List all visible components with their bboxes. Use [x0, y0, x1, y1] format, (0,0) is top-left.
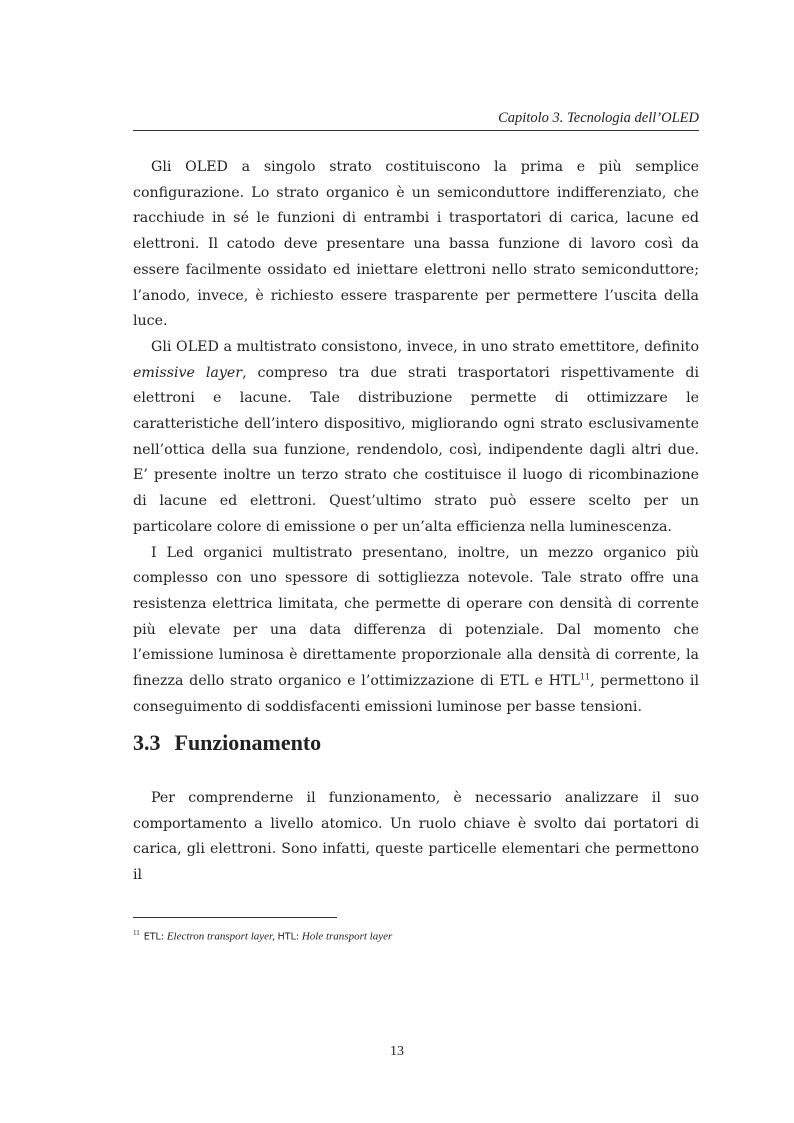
paragraph-1: Gli OLED a singolo strato costituiscono la prima e più semplice configurazione. Lo strato organico è un semiconduttore indifferenziato, che racchiude in sé le funzioni di entrambi i trasportatori di carica, lacune ed elettroni. Il catodo deve presentare una bassa funzione di lavoro così da essere facilmente ossidato ed iniettare elettroni nello strato semiconduttore; l’anodo, invece, è richiesto essere trasparente per permettere l’uscita della luce.	[133, 159, 699, 330]
footnote	[133, 929, 699, 943]
paragraph-2-text-before: Gli OLED a multistrato consistono, invece, in uno strato emettitore, definito	[151, 338, 699, 355]
page-number: 13	[390, 1044, 404, 1059]
body-text-section-1	[133, 155, 699, 720]
footnote-rule	[133, 917, 337, 918]
footnote-etl-abbr: ETL:	[143, 931, 165, 943]
paragraph-3	[133, 541, 699, 721]
footnote-etl-text: Electron transport layer,	[166, 930, 275, 943]
footnote-htl-abbr: HTL:	[277, 931, 300, 943]
footnote-reference[interactable]: 11	[579, 672, 591, 682]
paragraph-2	[133, 335, 699, 541]
body-text-section-2	[133, 786, 699, 889]
section-title: Funzionamento	[174, 730, 322, 755]
paragraph-2-text-after: , compreso tra due strati trasportatori rispettivamente di elettroni e lacune. Tale distribuzione permette di ottimizzare le caratteristiche dell’intero dispositivo, migliorando ogni strato esclusivamente nell’ottica della sua funzione, rendendolo, così, indipendente dagli altri due. E’ presente inoltre un terzo strato che costituisce il luogo di ricombinazione di lacune ed elettroni. Quest’ultimo strato può essere scelto per un particolare colore di emissione o per un’alta efficienza nella luminescenza.	[133, 364, 699, 535]
section-heading	[133, 730, 321, 756]
section-number: 3.3	[133, 730, 161, 755]
paragraph-3-text-after: , permettono il conseguimento di soddisfacenti emissioni luminose per basse tensioni.	[133, 673, 699, 715]
footnote-number: 11	[133, 929, 140, 937]
running-header: Capitolo 3. Tecnologia dell’OLED	[498, 110, 699, 126]
section-paragraph: Per comprenderne il funzionamento, è necessario analizzare il suo comportamento a livello atomico. Un ruolo chiave è svolto dai portatori di carica, gli elettroni. Sono infatti, queste particelle elementari che permettono il	[133, 790, 699, 884]
paragraph-3-text-before: I Led organici multistrato presentano, inoltre, un mezzo organico più complesso con uno spessore di sottigliezza notevole. Tale strato offre una resistenza elettrica limitata, che permette di operare con densità di corrente più elevate per una data differenza di potenziale. Dal momento che l’emissione luminosa è direttamente proporzionale alla densità di corrente, la finezza dello strato organico e l’ottimizzazione di ETL e HTL	[133, 544, 699, 690]
emissive-layer-term: emissive layer	[133, 364, 243, 381]
footnote-htl-text: Hole transport layer	[301, 930, 393, 943]
header-rule	[133, 130, 699, 131]
